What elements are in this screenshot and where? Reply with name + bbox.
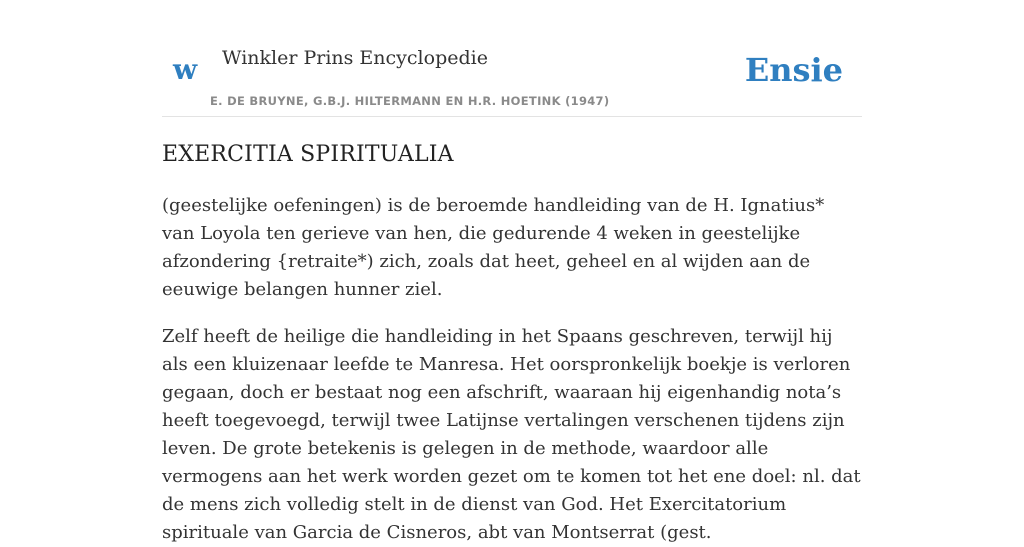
- article-paragraph: Zelf heeft de heilige die handleiding in het Spaans geschreven, terwijl hij als een kluizenaar leefde te Manresa. Het oorspronkelijk boekje is verloren gegaan, doch er bestaat nog een afschrift, waaraan hij eigenhandig nota’s heeft toegevoegd, terwijl twee Latijnse vertalingen verschenen tijdens zijn leven. De grote betekenis is gelegen in de methode, waardoor alle vermogens aan het werk worden gezet om te komen tot het ene doel: nl. dat de mens zich volledig stelt in de dienst van God. Het Exercitatorium spirituale van Garcia de Cisneros, abt van Montserrat (gest.: [162, 326, 861, 543]
- ensie-logo-link[interactable]: Ensie: [744, 51, 843, 89]
- header: [162, 0, 862, 117]
- authors-line: E. DE BRUYNE, G.B.J. HILTERMANN EN H.R. HOETINK (1947): [210, 94, 610, 108]
- article-title: EXERCITIA SPIRITUALIA: [162, 142, 454, 167]
- article-body: [162, 140, 862, 547]
- publication-title[interactable]: Winkler Prins Encyclopedie: [222, 47, 488, 69]
- publication-logo[interactable]: w: [173, 53, 198, 86]
- article-paragraph: (geestelijke oefeningen) is de beroemde handleiding van de H. Ignatius* van Loyola ten gerieve van hen, die gedurende 4 weken in geestelijke afzondering {retraite*) zich, zoals dat heet, geheel en al wijden aan de eeuwige belangen hunner ziel.: [162, 195, 825, 300]
